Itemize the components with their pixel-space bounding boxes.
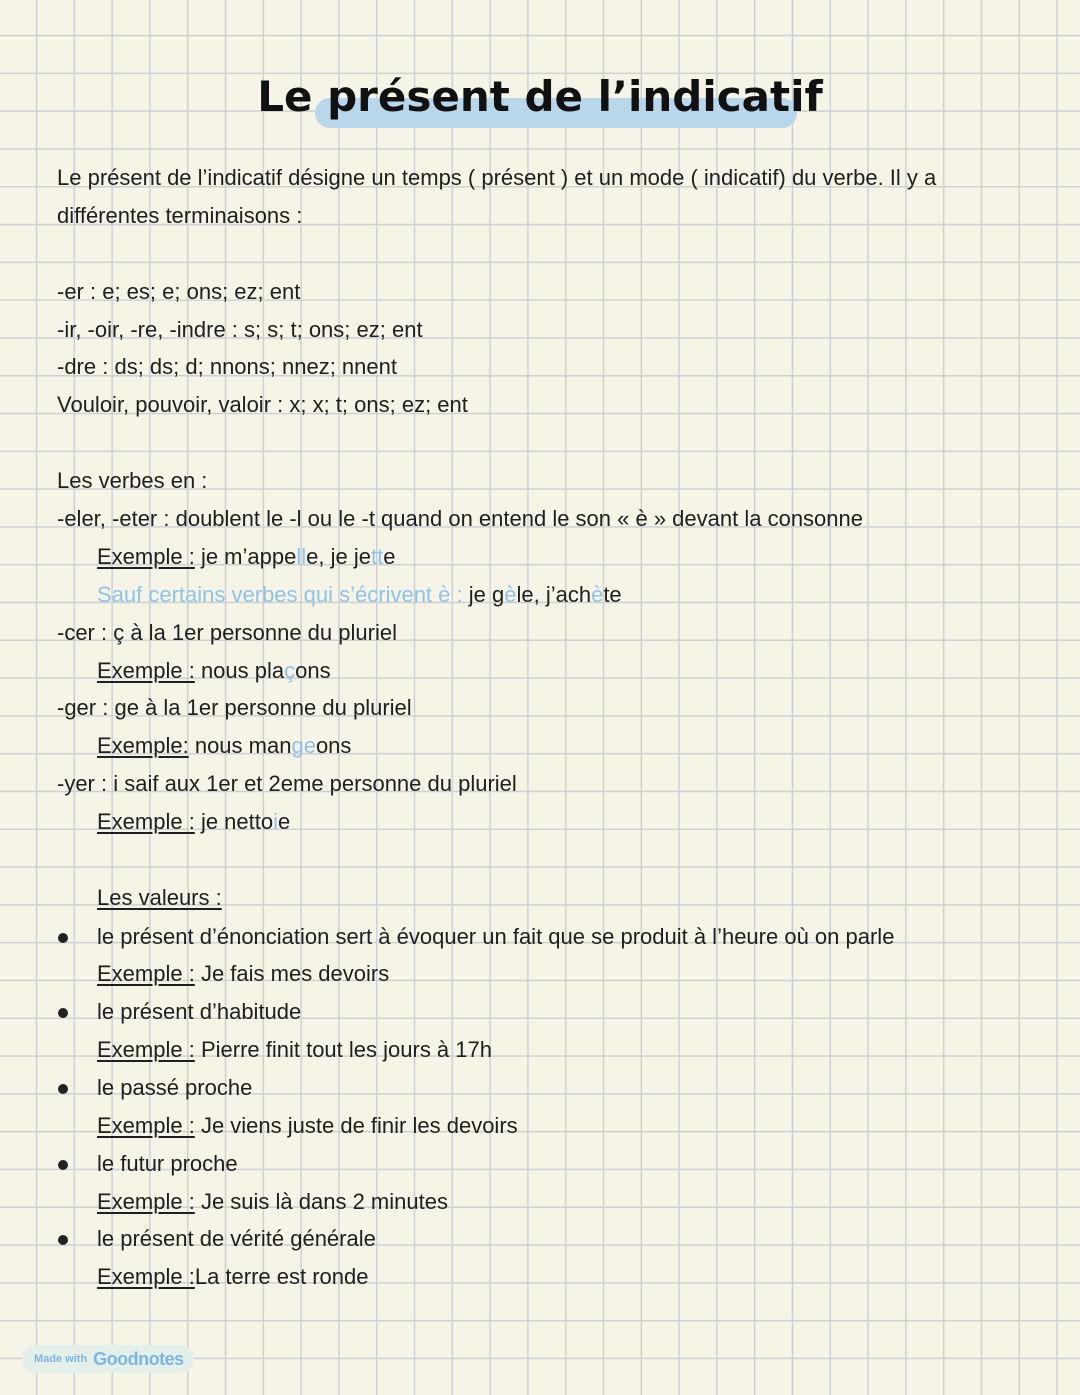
made-with-goodnotes-badge[interactable] [22,1345,194,1373]
example-text: je m’appe [194,544,297,569]
rule-cer: -cer : ç à la 1er personne du pluriel [57,620,397,645]
valeur-example-2 [97,1035,492,1065]
example-text: te [603,582,622,607]
valeurs-heading-text: Les valeurs : [97,885,222,910]
example-label: Exemple : [97,961,195,986]
valeurs-heading [97,883,222,913]
example-text: Je fais mes devoirs [194,961,390,986]
example-label: Exemple : [97,658,195,683]
example-text: Je viens juste de finir les devoirs [194,1113,518,1138]
example-text: je netto [194,809,274,834]
bullet-icon [58,1084,68,1094]
rule-yer: -yer : i saif aux 1er et 2eme personne du pluriel [57,771,517,796]
badge-prefix: Made with [34,1353,88,1365]
example-ger [97,731,351,761]
example-text: Je suis là dans 2 minutes [194,1189,448,1214]
verbes-heading: Les verbes en : [57,468,208,493]
valeur-item-2: le présent d’habitude [97,999,302,1024]
intro-line-1: Le présent de l’indicatif désigne un temps ( présent ) et un mode ( indicatif) du verbe. Il y a [57,165,937,190]
bullet-icon [58,1160,68,1170]
rule-ger: -ger : ge à la 1er personne du pluriel [57,695,412,720]
valeur-item-4: le futur proche [97,1151,238,1176]
example-label: Exemple : [97,809,195,834]
example-text: La terre est ronde [194,1264,369,1289]
sauf-note [97,580,622,610]
example-label: Exemple : [97,1113,195,1138]
bullet-icon [58,933,68,943]
bullet-icon [58,1235,68,1245]
valeur-item-3: le passé proche [97,1075,253,1100]
example-eler [97,542,395,572]
sauf-label: Sauf certains verbes qui s’écrivent è : [97,582,463,607]
intro-line-2: différentes terminaisons : [57,203,303,228]
goodnotes-logo: Goodnotes [93,1348,184,1369]
example-label: Exemple : [97,1264,195,1289]
example-label: Exemple: [97,733,189,758]
highlighted-letters: ll [296,544,307,569]
ending-dre: -dre : ds; ds; d; nnons; nnez; nnent [57,354,397,379]
highlighted-letters: tt [370,544,384,569]
ending-ir: -ir, -oir, -re, -indre : s; s; t; ons; ez; ent [57,317,423,342]
valeur-example-4 [97,1187,448,1217]
example-label: Exemple : [97,544,195,569]
example-text: Pierre finit tout les jours à 17h [194,1037,492,1062]
ending-vouloir: Vouloir, pouvoir, valoir : x; x; t; ons; ez; ent [57,392,468,417]
page-title: Le présent de l’indicatif [257,72,823,121]
highlighted-letters: ge [291,733,316,758]
example-label: Exemple : [97,1037,195,1062]
example-text: ons [315,733,352,758]
example-text: nous pla [194,658,285,683]
rule-eler-eter: -eler, -eter : doublent le -l ou le -t quand on entend le son « è » devant la consonne [57,506,863,531]
valeur-example-3 [97,1111,518,1141]
ending-er: -er : e; es; e; ons; ez; ent [57,279,301,304]
example-cer [97,656,331,686]
highlighted-letters: ç [284,658,296,683]
valeur-example-1 [97,959,389,989]
valeur-example-5 [97,1262,369,1292]
title-block [0,68,1080,138]
valeur-item-5: le présent de vérité générale [97,1226,376,1251]
example-text: le, j’ach [516,582,592,607]
example-text: e [383,544,396,569]
example-text: je g [462,582,505,607]
example-text: nous man [188,733,292,758]
example-text: ons [295,658,331,683]
highlighted-letters: i [273,809,278,834]
example-text: e [278,809,291,834]
valeur-item-1: le présent d’énonciation sert à évoquer un fait que se produit à l’heure où on parle [97,924,895,949]
example-yer [97,807,290,837]
bullet-icon [58,1008,68,1018]
example-label: Exemple : [97,1189,195,1214]
highlighted-letters: è [591,582,604,607]
highlighted-letters: è [504,582,517,607]
example-text: e, je je [306,544,371,569]
